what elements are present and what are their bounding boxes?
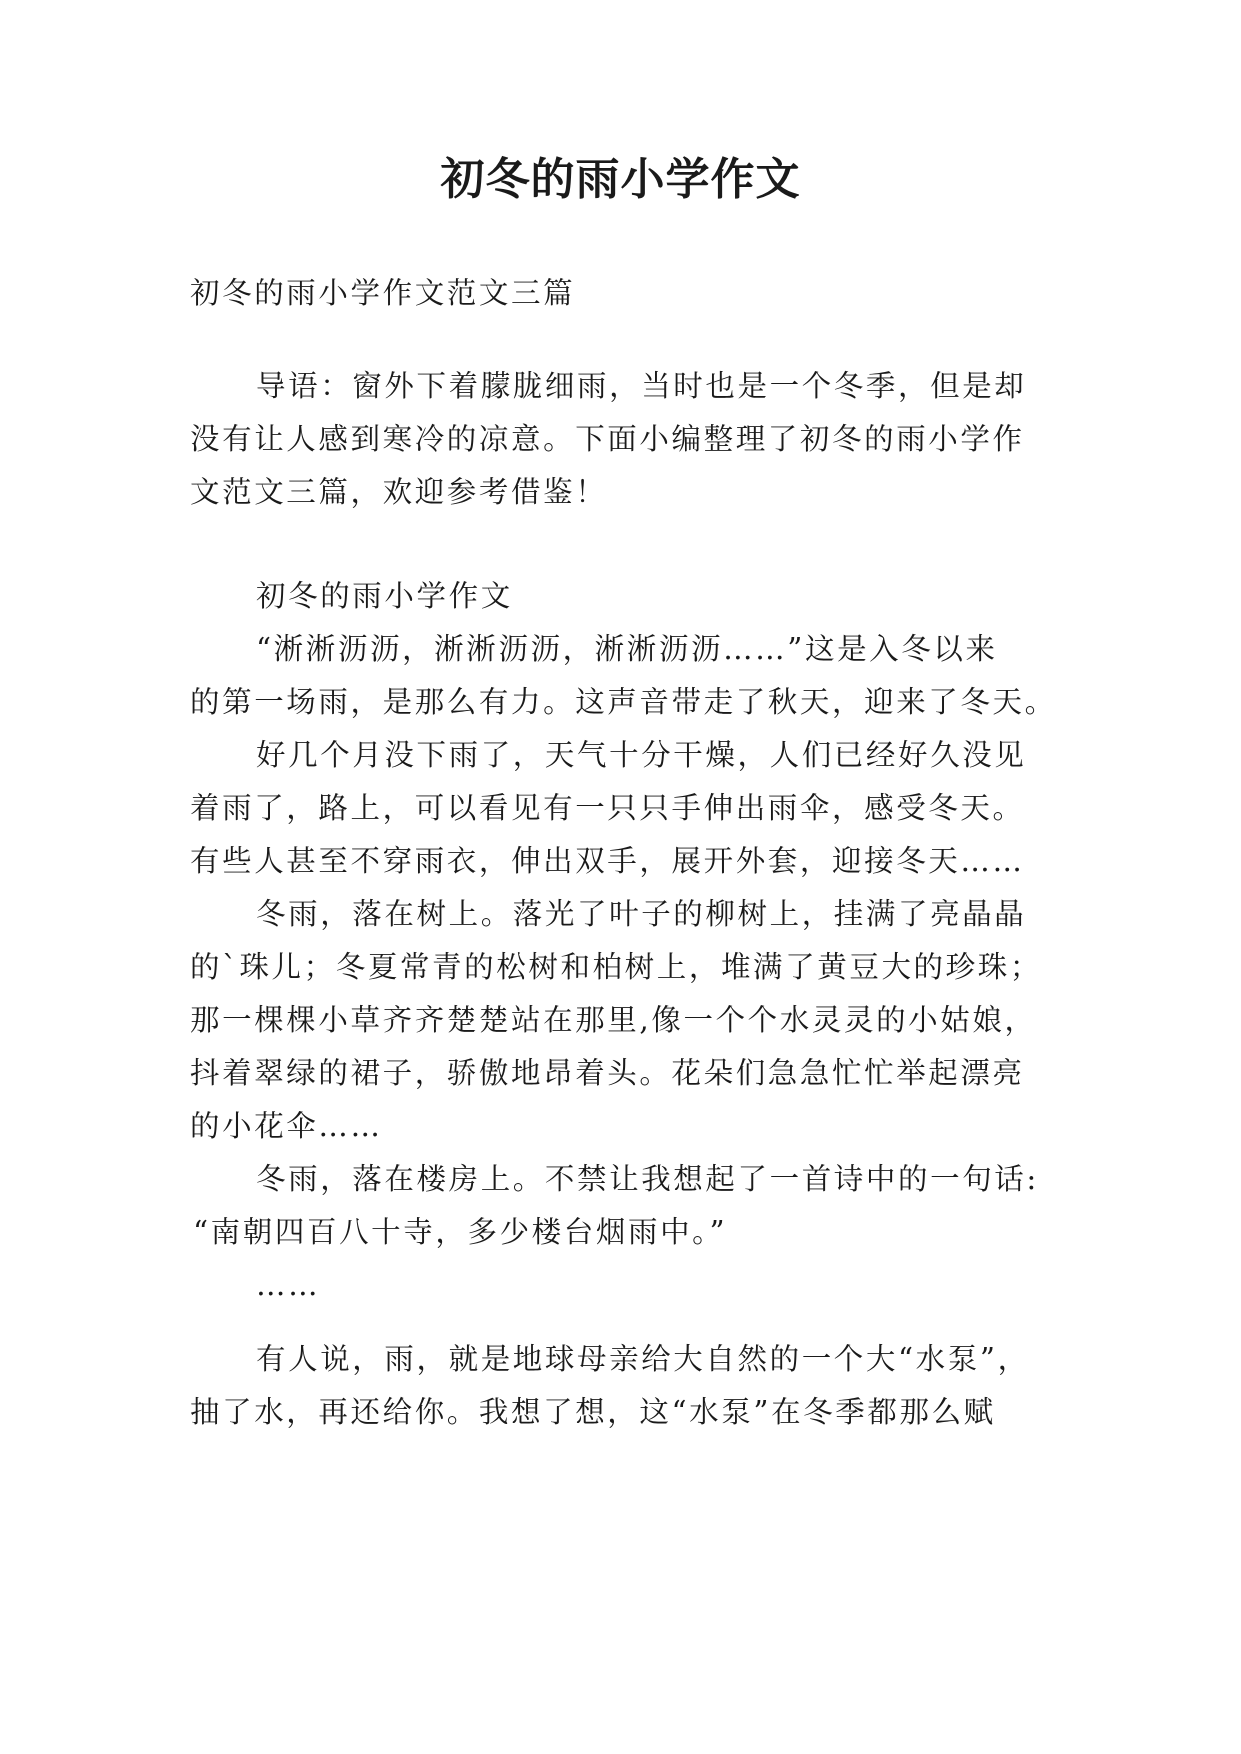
paragraph-line: 那一棵棵小草齐齐楚楚站在那里,像一个个水灵灵的小姑娘， <box>190 1003 1037 1037</box>
paragraph-line: …… <box>256 1268 321 1302</box>
paragraph-line: 有人说，雨，就是地球母亲给大自然的一个大“水泵”， <box>256 1342 1030 1376</box>
essay-heading: 初冬的雨小学作文 <box>256 579 513 613</box>
intro-line: 没有让人感到寒冷的凉意。下面小编整理了初冬的雨小学作 <box>190 422 1025 456</box>
paragraph-line: 抖着翠绿的裙子，骄傲地昂着头。花朵们急急忙忙举起漂亮 <box>190 1056 1025 1090</box>
paragraph-line: “淅淅沥沥，淅淅沥沥，淅淅沥沥……”这是入冬以来 <box>256 632 998 666</box>
paragraph-line: 有些人甚至不穿雨衣，伸出双手，展开外套，迎接冬天…… <box>190 844 1025 878</box>
paragraph-line: 的`珠儿；冬夏常青的松树和柏树上，堆满了黄豆大的珍珠； <box>190 950 1042 984</box>
paragraph-line: 的小花伞…… <box>190 1109 383 1143</box>
paragraph-line: 的第一场雨，是那么有力。这声音带走了秋天，迎来了冬天。 <box>190 685 1057 719</box>
paragraph-line: 好几个月没下雨了，天气十分干燥，人们已经好久没见 <box>256 738 1027 772</box>
paragraph-line: 着雨了，路上，可以看见有一只只手伸出雨伞，感受冬天。 <box>190 791 1025 825</box>
page-title: 初冬的雨小学作文 <box>440 154 801 205</box>
paragraph-line: 抽了水，再还给你。我想了想，这“水泵”在冬季都那么赋 <box>190 1395 996 1429</box>
intro-line: 文范文三篇，欢迎参考借鉴！ <box>190 475 608 509</box>
document-subtitle: 初冬的雨小学作文范文三篇 <box>190 276 576 310</box>
paragraph-line: 冬雨，落在树上。落光了叶子的柳树上，挂满了亮晶晶 <box>256 897 1027 931</box>
paragraph-line: 冬雨，落在楼房上。不禁让我想起了一首诗中的一句话: <box>256 1162 1039 1196</box>
paragraph-line: “南朝四百八十寺，多少楼台烟雨中。” <box>193 1215 728 1249</box>
intro-line: 导语：窗外下着朦胧细雨，当时也是一个冬季，但是却 <box>256 369 1027 403</box>
